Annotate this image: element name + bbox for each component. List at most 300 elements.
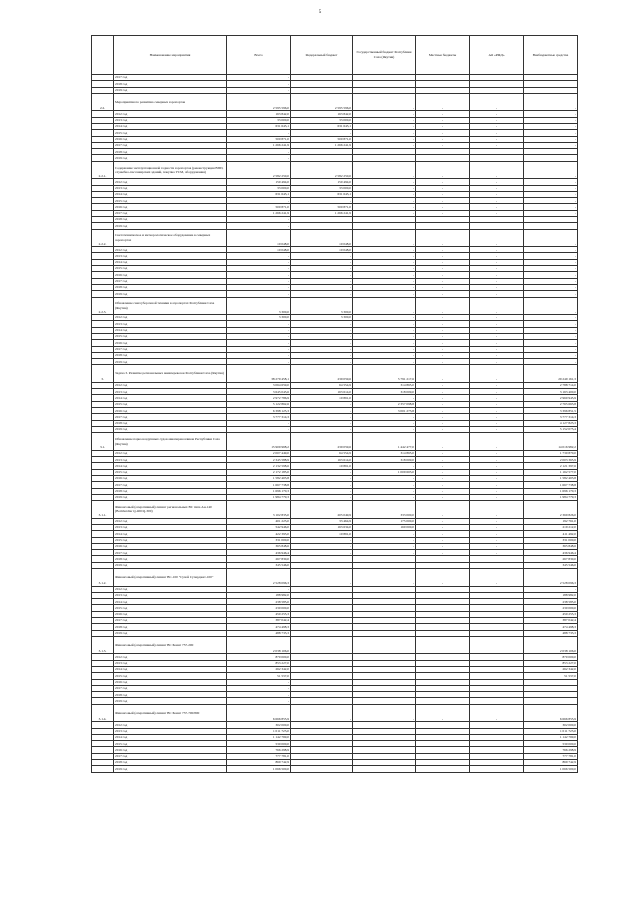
table-row [92, 636, 578, 654]
row-ao-rzhd [470, 636, 524, 654]
row-republic: - [353, 185, 416, 191]
row-ao-rzhd: - [470, 457, 524, 463]
row-total: 2 132 598,6 [227, 463, 291, 469]
row-total: - [227, 679, 291, 685]
row-name: 2019 год [114, 630, 227, 636]
row-local: - [416, 550, 470, 556]
row-ao-rzhd: - [470, 463, 524, 469]
row-total: 33 000,0 [227, 185, 291, 191]
row-local: - [416, 359, 470, 365]
row-local: - [416, 297, 470, 315]
row-ao-rzhd: - [470, 569, 524, 587]
row-local: - [416, 315, 470, 321]
row-extra: - [524, 111, 578, 117]
row-total: 302 000,0 [227, 722, 291, 728]
row-local: - [416, 229, 470, 247]
row-federal: 33 000,0 [291, 185, 353, 191]
row-local: - [416, 482, 470, 488]
row-name: 2018 год [114, 352, 227, 358]
row-total: 1 696 170,3 [227, 488, 291, 494]
row-name: 2018 год [114, 488, 227, 494]
row-name: 2016 год [114, 272, 227, 278]
header-ao-rzhd: АО «РЖД» [470, 36, 524, 75]
row-extra: - [524, 272, 578, 278]
row-ao-rzhd: - [470, 352, 524, 358]
row-local [416, 636, 470, 654]
row-local: - [416, 253, 470, 259]
row-extra: 345 546,0 [524, 562, 578, 568]
row-ao-rzhd: - [470, 482, 524, 488]
row-name: 2015 год [114, 537, 227, 543]
row-extra: 1 142 769,0 [524, 734, 578, 740]
row-extra: - [524, 210, 578, 216]
row-extra: - [524, 359, 578, 365]
table-row [92, 569, 578, 587]
row-name: 2014 год [114, 123, 227, 129]
row-federal: - [291, 291, 353, 297]
row-federal: - [291, 401, 353, 407]
row-ao-rzhd: - [470, 198, 524, 204]
row-local: - [416, 426, 470, 432]
row-extra: 1 667 738,8 [524, 482, 578, 488]
row-total: 2 528 096,3 [227, 569, 291, 587]
table-row [92, 704, 578, 722]
row-local: - [416, 537, 470, 543]
row-republic: - [353, 247, 416, 253]
row-republic: - [353, 161, 416, 179]
row-local: - [416, 475, 470, 481]
row-ao-rzhd [470, 766, 524, 772]
row-ao-rzhd: - [470, 229, 524, 247]
row-extra: - [524, 185, 578, 191]
row-federal: - [291, 327, 353, 333]
row-name: 2014 год [114, 259, 227, 265]
row-federal: - [291, 414, 353, 420]
row-total: - [227, 223, 291, 229]
row-extra: - [524, 142, 578, 148]
row-ao-rzhd: - [470, 531, 524, 537]
row-ao-rzhd: - [470, 414, 524, 420]
row-extra: - [524, 204, 578, 210]
row-total: 3 064 659,0 [227, 382, 291, 388]
row-federal: 1 266 241,9 [291, 210, 353, 216]
row-extra: - [524, 198, 578, 204]
header-republic: Государственный бюджет Республики Саха (Якутия) [353, 36, 416, 75]
row-federal: 33 000,0 [291, 117, 353, 123]
row-name: 2017 год [114, 550, 227, 556]
row-extra: 262 342,0 [524, 666, 578, 672]
row-federal: 205 049,9 [291, 501, 353, 519]
row-name: 2012 год [114, 518, 227, 524]
row-extra: - [524, 352, 578, 358]
row-total: 2 582 250,0 [227, 161, 291, 179]
row-name: 2016 год [114, 475, 227, 481]
row-ao-rzhd: - [470, 333, 524, 339]
row-total: 2 595 596,0 [227, 93, 291, 111]
row-republic: - [353, 414, 416, 420]
row-name: 2019 год [114, 494, 227, 500]
table-row [92, 433, 578, 451]
row-federal: 239 059,6 [291, 365, 353, 383]
row-total: 188 982,0 [227, 592, 291, 598]
row-name: 2019 год [114, 359, 227, 365]
row-local: - [416, 117, 470, 123]
row-federal: 163 614,0 [291, 389, 353, 395]
row-extra: - [524, 586, 578, 592]
row-federal: - [291, 426, 353, 432]
row-republic: - [353, 111, 416, 117]
row-total: - [227, 346, 291, 352]
row-ao-rzhd: - [470, 123, 524, 129]
row-extra: 3 396 851,5 [524, 408, 578, 414]
row-total: 230 000,0 [227, 605, 291, 611]
row-extra: 870 000,0 [524, 654, 578, 660]
row-federal: 10 891,0 [291, 463, 353, 469]
row-local: - [416, 346, 470, 352]
row-ao-rzhd: - [470, 315, 524, 321]
row-total: - [227, 692, 291, 698]
row-ao-rzhd: - [470, 266, 524, 272]
row-total: 542 946,0 [227, 524, 291, 530]
row-republic: 333 000,0 [353, 501, 416, 519]
row-local: - [416, 191, 470, 197]
row-extra: - [524, 93, 578, 111]
row-total: - [227, 217, 291, 223]
row-total: - [227, 81, 291, 87]
row-republic: - [353, 352, 416, 358]
row-ao-rzhd: - [470, 433, 524, 451]
row-republic: - [353, 253, 416, 259]
row-name: 2014 год [114, 191, 227, 197]
row-federal: 239 059,6 [291, 433, 353, 451]
row-name: 2019 год [114, 562, 227, 568]
row-federal: 500 871,0 [291, 136, 353, 142]
row-ao-rzhd: - [470, 117, 524, 123]
row-total: 238 585,0 [227, 599, 291, 605]
row-federal: - [291, 321, 353, 327]
row-ao-rzhd: - [470, 426, 524, 432]
row-extra: - [524, 333, 578, 339]
row-total: - [227, 87, 291, 93]
row-extra: 853 227,0 [524, 660, 578, 666]
row-extra: - [524, 253, 578, 259]
row-extra: - [524, 247, 578, 253]
row-republic: - [353, 531, 416, 537]
row-ao-rzhd: - [470, 501, 524, 519]
row-total: 365 848,6 [227, 543, 291, 549]
row-total: 3 102 835,0 [227, 501, 291, 519]
row-ao-rzhd: - [470, 272, 524, 278]
row-extra: 302 000,0 [524, 722, 578, 728]
row-ao-rzhd: - [470, 518, 524, 524]
row-federal: 500 871,0 [291, 204, 353, 210]
row-extra: - [524, 297, 578, 315]
row-name: 2018 год [114, 420, 227, 426]
row-local: - [416, 524, 470, 530]
row-federal: 150 494,0 [291, 179, 353, 185]
row-federal: - [291, 494, 353, 500]
row-extra: 230 000,0 [524, 605, 578, 611]
row-name: 2013 год [114, 117, 227, 123]
row-extra: 1 066 500,0 [524, 766, 578, 772]
row-local: - [416, 401, 470, 407]
row-total: - [227, 198, 291, 204]
row-ao-rzhd: - [470, 395, 524, 401]
row-ao-rzhd: - [470, 185, 524, 191]
row-code: 2.2.2. [92, 229, 114, 247]
row-code: 2.2.1. [92, 161, 114, 179]
row-extra: - [524, 315, 578, 321]
row-republic: 314 865,0 [353, 450, 416, 456]
row-federal [291, 636, 353, 654]
row-total: - [227, 321, 291, 327]
row-extra: 3 777 314,3 [524, 414, 578, 420]
row-federal: - [291, 259, 353, 265]
row-republic: 2 357 098,8 [353, 401, 416, 407]
row-local: - [416, 420, 470, 426]
row-local: - [416, 142, 470, 148]
row-federal: 631 643,1 [291, 123, 353, 129]
row-republic: 314 865,0 [353, 382, 416, 388]
row-ao-rzhd: - [470, 247, 524, 253]
row-total: 401 223,0 [227, 518, 291, 524]
row-name: 2018 год [114, 624, 227, 630]
row-name: 2017 год [114, 685, 227, 691]
row-total: 3 300,0 [227, 297, 291, 315]
row-name: 2019 год [114, 223, 227, 229]
row-extra: 2 369 826,0 [524, 501, 578, 519]
row-total: - [227, 253, 291, 259]
row-local: - [416, 450, 470, 456]
row-ao-rzhd: - [470, 494, 524, 500]
row-total: 15 909 998,2 [227, 433, 291, 451]
row-name: 2018 год [114, 81, 227, 87]
row-name: 2017 год [114, 482, 227, 488]
row-republic [353, 766, 416, 772]
row-ao-rzhd: - [470, 488, 524, 494]
row-local: - [416, 340, 470, 346]
table-row [92, 501, 578, 519]
row-extra: - [524, 346, 578, 352]
table-row [92, 297, 578, 315]
row-federal: - [291, 550, 353, 556]
row-republic: - [353, 136, 416, 142]
row-ao-rzhd: - [470, 136, 524, 142]
row-federal: - [291, 340, 353, 346]
row-ao-rzhd: - [470, 327, 524, 333]
row-ao-rzhd: - [470, 297, 524, 315]
row-extra: - [524, 327, 578, 333]
row-local: - [416, 382, 470, 388]
row-republic: - [353, 179, 416, 185]
row-total: 5 122 862,6 [227, 401, 291, 407]
row-ao-rzhd: - [470, 340, 524, 346]
table-row [92, 161, 578, 179]
row-name: 2012 год [114, 111, 227, 117]
row-name: 2014 год [114, 395, 227, 401]
row-federal: - [291, 704, 353, 722]
row-ao-rzhd: - [470, 346, 524, 352]
row-total: 500 871,0 [227, 204, 291, 210]
row-local: - [416, 291, 470, 297]
row-extra: - [524, 284, 578, 290]
row-local: - [416, 111, 470, 117]
row-extra: 267 830,0 [524, 556, 578, 562]
row-name: 2017 год [114, 210, 227, 216]
row-total: - [227, 340, 291, 346]
row-total: - [227, 359, 291, 365]
row-name: Финансовый (оперативный) лизинг региональных ВС типа Ан-140 (Bombardier Q-400/Q-300) [114, 501, 227, 519]
row-local: - [416, 284, 470, 290]
row-federal: 10 048,0 [291, 247, 353, 253]
row-republic: - [353, 494, 416, 500]
row-ao-rzhd: - [470, 142, 524, 148]
row-name: 2013 год [114, 592, 227, 598]
row-local: - [416, 161, 470, 179]
row-republic: 1 442 477,0 [353, 433, 416, 451]
row-republic: 318 009,0 [353, 389, 416, 395]
row-total: 1 066 500,0 [227, 766, 291, 772]
row-republic: - [353, 327, 416, 333]
row-name: 2013 год [114, 321, 227, 327]
row-ao-rzhd: - [470, 179, 524, 185]
row-extra: - [524, 259, 578, 265]
row-republic: - [353, 284, 416, 290]
row-total: - [227, 155, 291, 161]
row-code: 3.1.4. [92, 704, 114, 722]
row-extra: 219 212,0 [524, 524, 578, 530]
row-name: 2015 год [114, 741, 227, 747]
row-total: 3 300,0 [227, 315, 291, 321]
row-republic: - [353, 272, 416, 278]
row-republic: - [353, 191, 416, 197]
row-name: 2018 год [114, 149, 227, 155]
row-name: Финансовый (оперативный) лизинг ВС Боинг 757-200 [114, 636, 227, 654]
header-total: Всего [227, 36, 291, 75]
row-federal: - [291, 253, 353, 259]
row-name: 2016 год [114, 611, 227, 617]
row-republic: - [353, 475, 416, 481]
row-republic: - [353, 395, 416, 401]
row-local: - [416, 395, 470, 401]
row-name: 2016 год [114, 747, 227, 753]
row-local: - [416, 93, 470, 111]
row-federal: - [291, 272, 353, 278]
row-extra: - [524, 321, 578, 327]
row-federal: - [291, 537, 353, 543]
row-extra: 2 765 663,8 [524, 401, 578, 407]
table-row [92, 365, 578, 383]
row-name: Мероприятия по развитию северных аэропортов [114, 93, 227, 111]
row-total: 262 342,0 [227, 666, 291, 672]
row-extra: 5 152 075,4 [524, 426, 578, 432]
row-name: 2013 год [114, 185, 227, 191]
table-row [92, 766, 578, 772]
row-total: 2 038 106,0 [227, 636, 291, 654]
row-ao-rzhd: - [470, 191, 524, 197]
financing-table [91, 35, 578, 773]
row-federal: 2 595 596,0 [291, 93, 353, 111]
row-republic: - [353, 569, 416, 587]
row-name: 2019 год [114, 766, 227, 772]
row-extra: 1 730 870,0 [524, 450, 578, 456]
row-local: - [416, 518, 470, 524]
row-republic: - [353, 229, 416, 247]
row-total: 267 830,0 [227, 556, 291, 562]
row-extra: 4 127 823,3 [524, 420, 578, 426]
row-republic: - [353, 340, 416, 346]
row-ao-rzhd: - [470, 382, 524, 388]
row-extra: 450 255,3 [524, 611, 578, 617]
row-federal: - [291, 352, 353, 358]
row-ao-rzhd: - [470, 420, 524, 426]
row-name: 2015 год [114, 673, 227, 679]
row-federal: 3 300,0 [291, 297, 353, 315]
row-local: - [416, 414, 470, 420]
row-ao-rzhd: - [470, 365, 524, 383]
row-ao-rzhd: - [470, 401, 524, 407]
row-local: - [416, 469, 470, 475]
row-extra: 2 121 397,6 [524, 463, 578, 469]
row-extra: 238 585,0 [524, 599, 578, 605]
row-name: 2015 год [114, 333, 227, 339]
row-name: 2017 год [114, 618, 227, 624]
row-extra: 488 733,3 [524, 630, 578, 636]
row-total: 1 266 241,9 [227, 142, 291, 148]
row-total: 3 777 314,3 [227, 414, 291, 420]
row-total: 345 546,0 [227, 562, 291, 568]
row-name: Задача 3. Развитие региональных авиаперевозок Республики Саха (Якутия) [114, 365, 227, 383]
row-total: 1 142 769,0 [227, 734, 291, 740]
row-republic: - [353, 123, 416, 129]
row-total: 2 345 588,9 [227, 457, 291, 463]
row-extra: 766 298,9 [524, 747, 578, 753]
row-ao-rzhd: - [470, 111, 524, 117]
row-name: 2012 год [114, 382, 227, 388]
row-federal: - [291, 475, 353, 481]
row-extra: - [524, 161, 578, 179]
row-local: - [416, 433, 470, 451]
row-ao-rzhd: - [470, 259, 524, 265]
row-name: 2016 год [114, 679, 227, 685]
row-extra: 1 696 170,3 [524, 488, 578, 494]
row-local: - [416, 408, 470, 414]
row-republic: - [353, 259, 416, 265]
row-extra: 2 003 365,9 [524, 457, 578, 463]
row-name: 2019 год [114, 87, 227, 93]
row-extra: 1 582 403,8 [524, 475, 578, 481]
row-name: Обновление парка воздушных судов авиаперевозчиков Республики Саха (Якутия) [114, 433, 227, 451]
row-extra: 387 042,4 [524, 618, 578, 624]
row-total: - [227, 420, 291, 426]
row-total: 530 000,0 [227, 741, 291, 747]
row-name: 2014 год [114, 666, 227, 672]
row-extra: 192 761,0 [524, 518, 578, 524]
row-federal: - [291, 482, 353, 488]
row-name: 2013 год [114, 389, 227, 395]
row-local: - [416, 266, 470, 272]
row-total: - [227, 75, 291, 81]
row-name: 2016 год [114, 408, 227, 414]
row-ao-rzhd: - [470, 389, 524, 395]
row-name: 2015 год [114, 401, 227, 407]
row-name: 2014 год [114, 599, 227, 605]
row-ao-rzhd: - [470, 321, 524, 327]
row-extra: 3 163 400,0 [524, 389, 578, 395]
row-total: 150 494,0 [227, 179, 291, 185]
row-ao-rzhd: - [470, 450, 524, 456]
row-extra: - [524, 266, 578, 272]
